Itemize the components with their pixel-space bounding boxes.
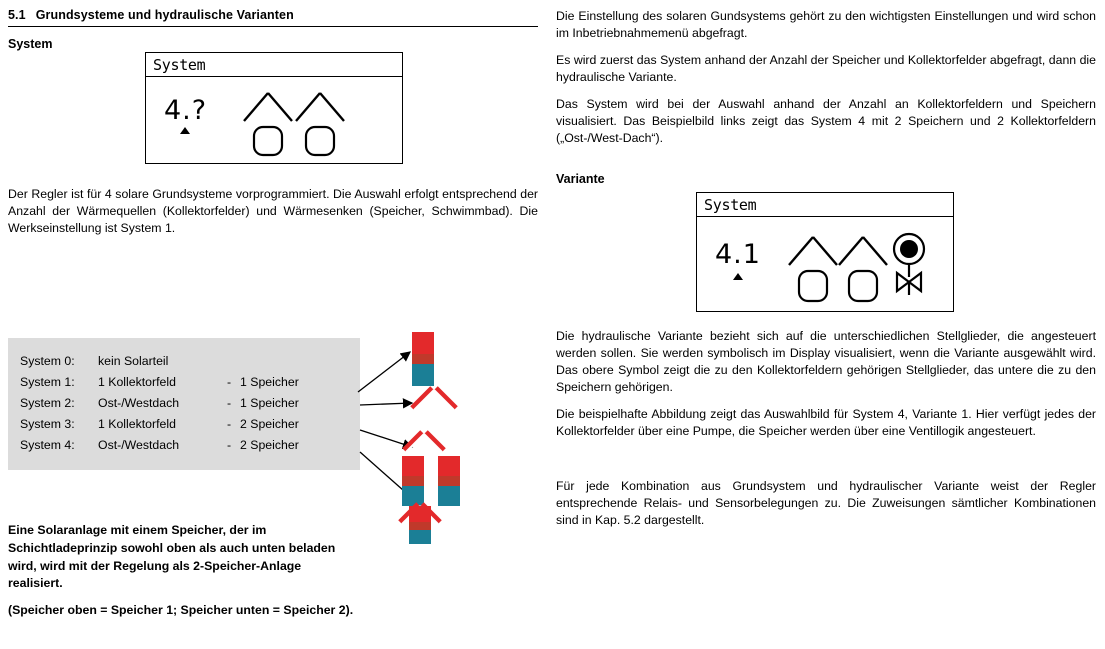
system-source: 1 Kollektorfeld bbox=[98, 416, 176, 431]
lcd-value-variante: 4.1 bbox=[715, 239, 761, 271]
section-heading bbox=[8, 8, 538, 27]
system-name: System 0: bbox=[20, 353, 75, 368]
store-icon bbox=[409, 522, 431, 530]
right-paragraph-2: Es wird zuerst das System anhand der Anzahl der Speicher und Kollektorfelder abgefragt, dann die hydraulische Variante. bbox=[556, 52, 1096, 84]
store-icon bbox=[412, 364, 434, 386]
right-paragraph-6: Für jede Kombination aus Grundsystem und hydraulischer Variante weist der Regler entsprechende Relais- und Sensorbelegungen zu. Die Zuweisungen sämtlicher Kombinationen sind in Kap. 5.2 dargestellt. bbox=[556, 479, 1096, 527]
right-lower-text bbox=[556, 328, 1096, 450]
system-source: kein Solarteil bbox=[98, 353, 169, 368]
lcd-title-system: System bbox=[153, 56, 206, 74]
system-diagram bbox=[370, 330, 540, 545]
system-name: System 4: bbox=[20, 437, 75, 452]
system-name: System 2: bbox=[20, 395, 75, 410]
system-dash: - bbox=[226, 395, 232, 410]
system-dash: - bbox=[226, 437, 232, 452]
lcd-display-variante bbox=[696, 192, 954, 312]
system-source: Ost-/Westdach bbox=[98, 395, 180, 410]
table-row bbox=[20, 392, 299, 413]
lcd-system-graphic bbox=[234, 81, 384, 159]
system-dash: - bbox=[226, 374, 232, 389]
store-icon bbox=[402, 486, 424, 506]
system-store: 2 Speicher bbox=[240, 416, 299, 431]
store-icon bbox=[402, 476, 424, 486]
lcd-caret-icon bbox=[180, 127, 190, 134]
left-paragraph-1: Der Regler ist für 4 solare Grundsysteme vorprogrammiert. Die Auswahl erfolgt entsprechend der Anzahl der Wärmequellen (Kollektorfelder) und Wärmesenken (Speicher, Schwimmbad). Die Werkseinstellung ist System 1. bbox=[8, 187, 538, 235]
system-dash bbox=[218, 350, 240, 371]
lcd-title-variante: System bbox=[704, 196, 757, 214]
lcd-value-system: 4.? bbox=[164, 95, 208, 127]
collector-icon bbox=[434, 388, 456, 410]
left-bold-note bbox=[8, 522, 358, 620]
collector-icon bbox=[412, 388, 434, 410]
lcd-caret-icon bbox=[733, 273, 743, 280]
store-icon bbox=[409, 506, 431, 522]
right-column bbox=[556, 8, 1096, 157]
left-column bbox=[8, 8, 538, 51]
system-source: Ost-/Westdach bbox=[98, 437, 180, 452]
system-name: System 1: bbox=[20, 374, 75, 389]
section-number: 5.1 bbox=[8, 8, 26, 22]
system-store: 1 Speicher bbox=[240, 374, 299, 389]
lcd-body-system bbox=[146, 77, 402, 155]
collector-icon bbox=[404, 432, 444, 452]
system-dash: - bbox=[226, 416, 232, 431]
table-row bbox=[20, 371, 299, 392]
store-icon bbox=[438, 456, 460, 476]
store-icon bbox=[402, 456, 424, 476]
system-name: System 3: bbox=[20, 416, 75, 431]
system-source: 1 Kollektorfeld bbox=[98, 374, 176, 389]
store-icon bbox=[412, 332, 434, 354]
subheading-system: System bbox=[8, 37, 53, 51]
store-icon bbox=[412, 354, 434, 364]
system-store: 2 Speicher bbox=[240, 437, 299, 452]
right-paragraph-1: Die Einstellung des solaren Gundsystems gehört zu den wichtigsten Einstellungen und wird schon im Inbetriebnahmemenü abgefragt. bbox=[556, 9, 1096, 40]
table-row bbox=[20, 434, 299, 455]
right-paragraph-3: Das System wird bei der Auswahl anhand der Anzahl an Kollektorfeldern und Speichern visualisiert. Das Beispielbild links zeigt das System 4 mit 2 Speichern und 2 Kollektorfeldern („Ost-/West-Dach“). bbox=[556, 96, 1096, 145]
store-icon bbox=[409, 530, 431, 544]
subheading-variante: Variante bbox=[556, 172, 605, 186]
lcd-body-variante bbox=[697, 217, 953, 303]
note-paragraph-2: (Speicher oben = Speicher 1; Speicher unten = Speicher 2). bbox=[8, 603, 354, 618]
note-paragraph-1: Eine Solaranlage mit einem Speicher, der im Schichtladeprinzip sowohl oben als auch unten beladen wird, wird mit der Regelung als 2-Speicher-Anlage realisiert. bbox=[8, 523, 336, 591]
system-list-table bbox=[20, 350, 299, 455]
system-store: 1 Speicher bbox=[240, 395, 299, 410]
lcd-display-system bbox=[145, 52, 403, 164]
section-title: Grundsysteme und hydraulische Varianten bbox=[35, 8, 294, 22]
system-store bbox=[240, 350, 299, 371]
right-paragraph-5: Die beispielhafte Abbildung zeigt das Auswahlbild für System 4, Variante 1. Hier verfügt jedes der Kollektorfelder über eine Pumpe, die Speicher werden über eine Ventillogik angesteuert. bbox=[556, 406, 1096, 438]
right-last-text bbox=[556, 478, 1096, 539]
right-paragraph-4: Die hydraulische Variante bezieht sich auf die unterschiedlichen Stellglieder, die angesteuert werden sollen. Sie werden symbolisch im Display visualisiert, wenn die Variante ausgewählt wird. Das obere Symbol zeigt die zu den Kollektorfeldern gehörigen Stellglieder, das untere die zu den Speichern gehörigen. bbox=[556, 329, 1096, 394]
lcd-variante-graphic bbox=[783, 221, 943, 307]
store-icon bbox=[438, 486, 460, 506]
table-row bbox=[20, 413, 299, 434]
store-icon bbox=[438, 476, 460, 486]
table-row bbox=[20, 350, 299, 371]
